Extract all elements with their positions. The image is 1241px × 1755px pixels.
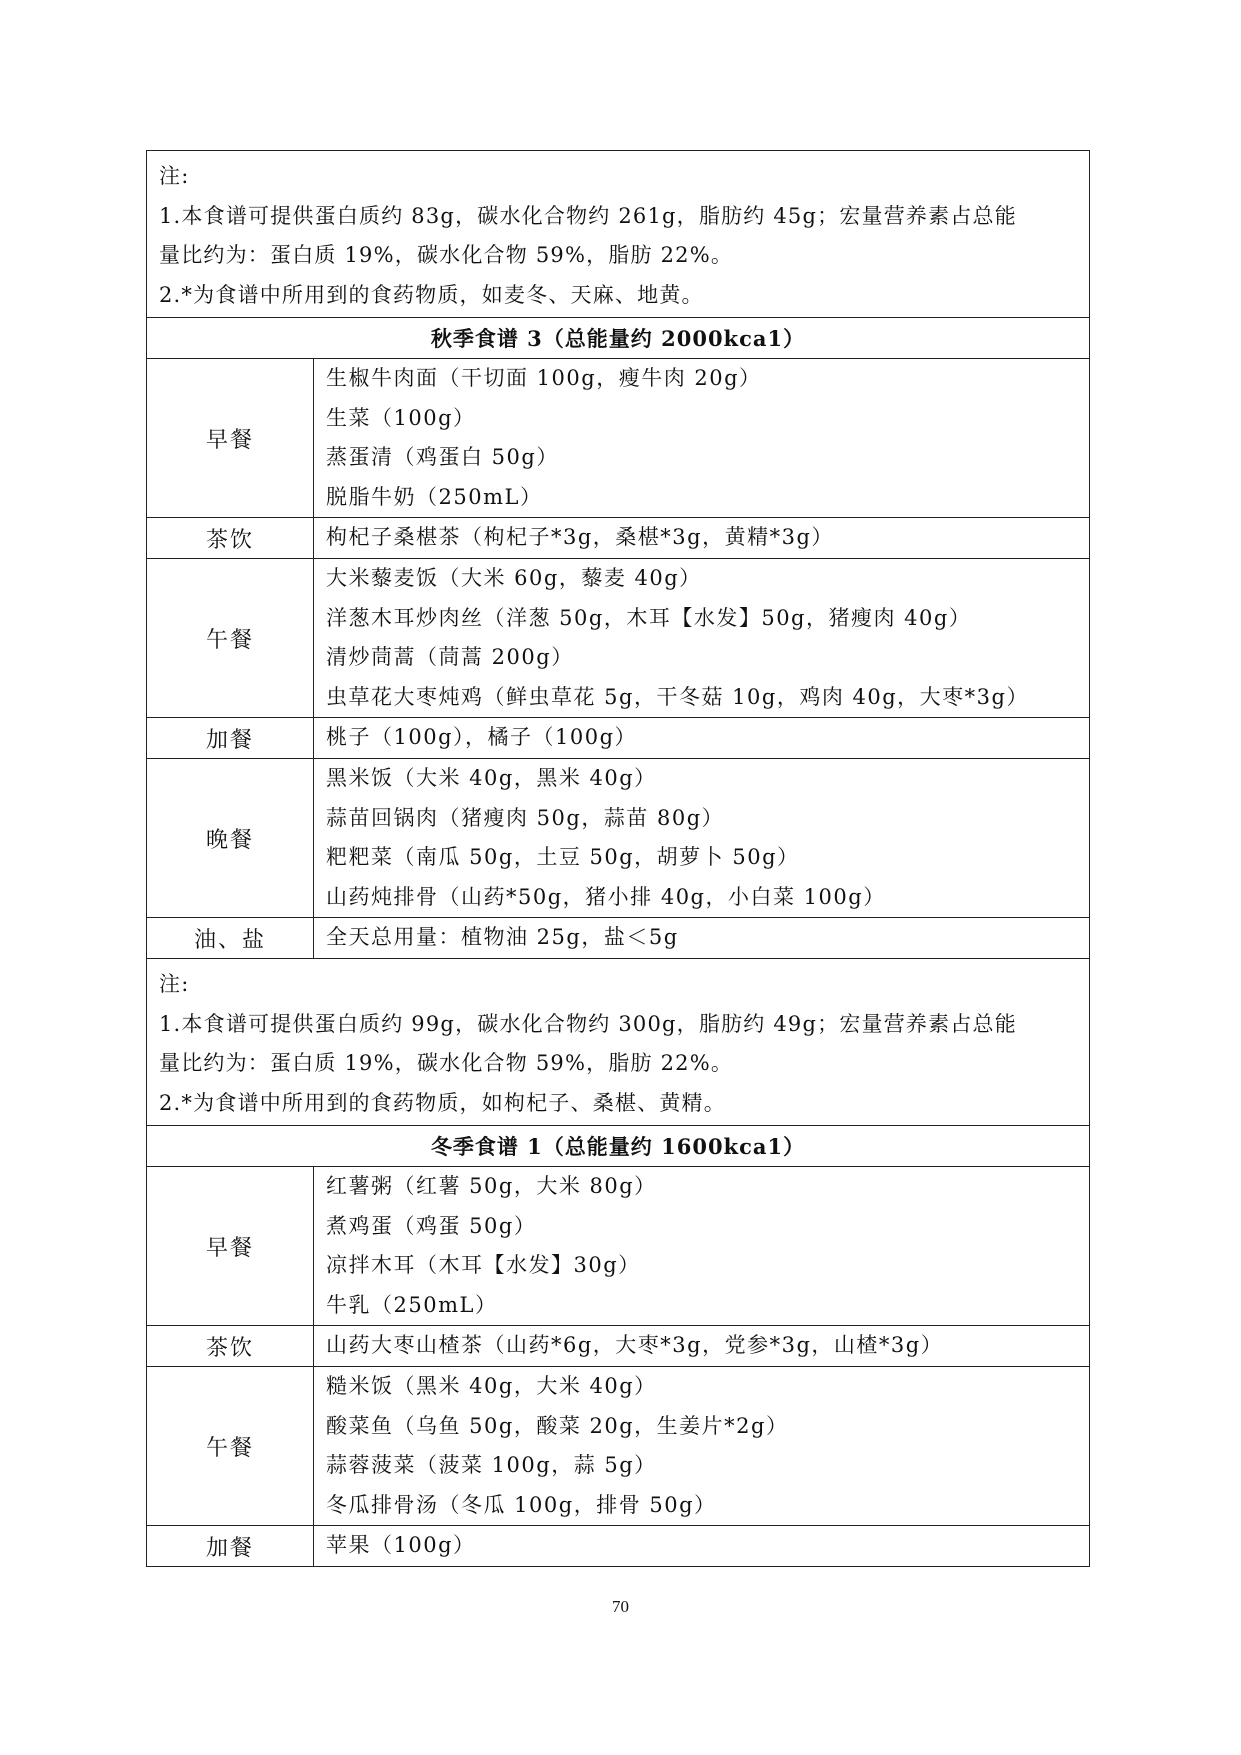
- dish-item: 清炒茼蒿（茼蒿 200g）: [326, 645, 574, 669]
- dish-item: 糙米饭（黑米 40g，大米 40g）: [326, 1374, 657, 1398]
- dish-item: 脱脂牛奶（250mL）: [326, 484, 543, 509]
- meal-row-lunch: [147, 559, 1090, 718]
- dish-item: 虫草花大枣炖鸡（鲜虫草花 5g，干冬菇 10g，鸡肉 40g，大枣*3g）: [326, 684, 1029, 709]
- note-line: 1.本食谱可提供蛋白质约 99g，碳水化合物约 300g，脂肪约 49g；宏量营养素占总能: [159, 1011, 1017, 1036]
- dish-item: 酸菜鱼（乌鱼 50g，酸菜 20g，生姜片*2g）: [326, 1413, 789, 1438]
- note-title: 注:: [159, 972, 190, 996]
- dish-item: 枸杞子桑椹茶（枸杞子*3g，桑椹*3g，黄精*3g）: [326, 525, 834, 550]
- note-line: 1.本食谱可提供蛋白质约 83g，碳水化合物约 261g，脂肪约 45g；宏量营养素占总能: [159, 203, 1017, 228]
- meal-label: 茶饮: [147, 518, 314, 559]
- meal-label: 早餐: [147, 359, 314, 518]
- dish-item: 苹果（100g）: [326, 1533, 476, 1558]
- dish-item: 蒜蓉菠菜（菠菜 100g，蒜 5g）: [326, 1453, 657, 1477]
- note-title: 注:: [159, 164, 190, 188]
- meal-items: [314, 518, 1090, 559]
- dish-item: 蒜苗回锅肉（猪瘦肉 50g，蒜苗 80g）: [326, 805, 725, 830]
- dish-item: 黑米饭（大米 40g，黑米 40g）: [326, 766, 657, 790]
- dish-item: 冬瓜排骨汤（冬瓜 100g，排骨 50g）: [326, 1492, 717, 1517]
- meal-items: [314, 1526, 1090, 1567]
- dish-item: 蒸蛋清（鸡蛋白 50g）: [326, 445, 559, 469]
- dish-item: 凉拌木耳（木耳【水发】30g）: [326, 1253, 641, 1277]
- menu-title: 秋季食谱 3（总能量约 2000kca1）: [147, 318, 1090, 359]
- note-line: 量比约为：蛋白质 19%，碳水化合物 59%，脂肪 22%。: [159, 1051, 734, 1075]
- meal-row-tea: [147, 1326, 1090, 1367]
- meal-items: [314, 559, 1090, 718]
- meal-row-oil-salt: [147, 918, 1090, 959]
- meal-row-snack: [147, 1526, 1090, 1567]
- meal-items: [314, 1326, 1090, 1367]
- diet-menu-table: [146, 150, 1090, 1567]
- note-line: 量比约为：蛋白质 19%，碳水化合物 59%，脂肪 22%。: [159, 243, 734, 267]
- note-row: [147, 151, 1090, 318]
- dish-item: 桃子（100g），橘子（100g）: [326, 725, 638, 750]
- note-cell: [147, 959, 1090, 1126]
- meal-items: [314, 918, 1090, 959]
- dish-item: 山药炖排骨（山药*50g，猪小排 40g，小白菜 100g）: [326, 884, 886, 909]
- meal-items: [314, 359, 1090, 518]
- page-number: 70: [612, 1597, 629, 1616]
- menu-title-row: [147, 1126, 1090, 1167]
- dish-item: 大米藜麦饭（大米 60g，藜麦 40g）: [326, 566, 702, 590]
- note-cell: [147, 151, 1090, 318]
- meal-label: 午餐: [147, 559, 314, 718]
- meal-label: 早餐: [147, 1167, 314, 1326]
- menu-title-row: [147, 318, 1090, 359]
- dish-item: 山药大枣山楂茶（山药*6g，大枣*3g，党参*3g，山楂*3g）: [326, 1333, 944, 1358]
- meal-label: 油、盐: [147, 918, 314, 959]
- meal-label: 午餐: [147, 1367, 314, 1526]
- dish-item: 全天总用量：植物油 25g，盐＜5g: [326, 925, 679, 950]
- dish-item: 煮鸡蛋（鸡蛋 50g）: [326, 1213, 537, 1238]
- meal-items: [314, 1167, 1090, 1326]
- menu-title: 冬季食谱 1（总能量约 1600kca1）: [147, 1126, 1090, 1167]
- dish-item: 红薯粥（红薯 50g，大米 80g）: [326, 1174, 657, 1198]
- meal-items: [314, 718, 1090, 759]
- meal-row-tea: [147, 518, 1090, 559]
- meal-items: [314, 1367, 1090, 1526]
- meal-row-breakfast: [147, 1167, 1090, 1326]
- dish-item: 生椒牛肉面（干切面 100g，瘦牛肉 20g）: [326, 366, 762, 390]
- meal-row-snack: [147, 718, 1090, 759]
- note-line: 2.*为食谱中所用到的食药物质，如麦冬、天麻、地黄。: [159, 282, 704, 307]
- meal-label: 晚餐: [147, 759, 314, 918]
- dish-item: 洋葱木耳炒肉丝（洋葱 50g，木耳【水发】50g，猪瘦肉 40g）: [326, 605, 972, 630]
- meal-label: 茶饮: [147, 1326, 314, 1367]
- meal-row-lunch: [147, 1367, 1090, 1526]
- meal-label: 加餐: [147, 1526, 314, 1567]
- dish-item: 生菜（100g）: [326, 405, 476, 430]
- note-line: 2.*为食谱中所用到的食药物质，如枸杞子、桑椹、黄精。: [159, 1090, 726, 1115]
- note-row: [147, 959, 1090, 1126]
- meal-label: 加餐: [147, 718, 314, 759]
- meal-items: [314, 759, 1090, 918]
- meal-row-dinner: [147, 759, 1090, 918]
- meal-row-breakfast: [147, 359, 1090, 518]
- dish-item: 粑粑菜（南瓜 50g，土豆 50g，胡萝卜 50g）: [326, 845, 800, 869]
- dish-item: 牛乳（250mL）: [326, 1292, 498, 1317]
